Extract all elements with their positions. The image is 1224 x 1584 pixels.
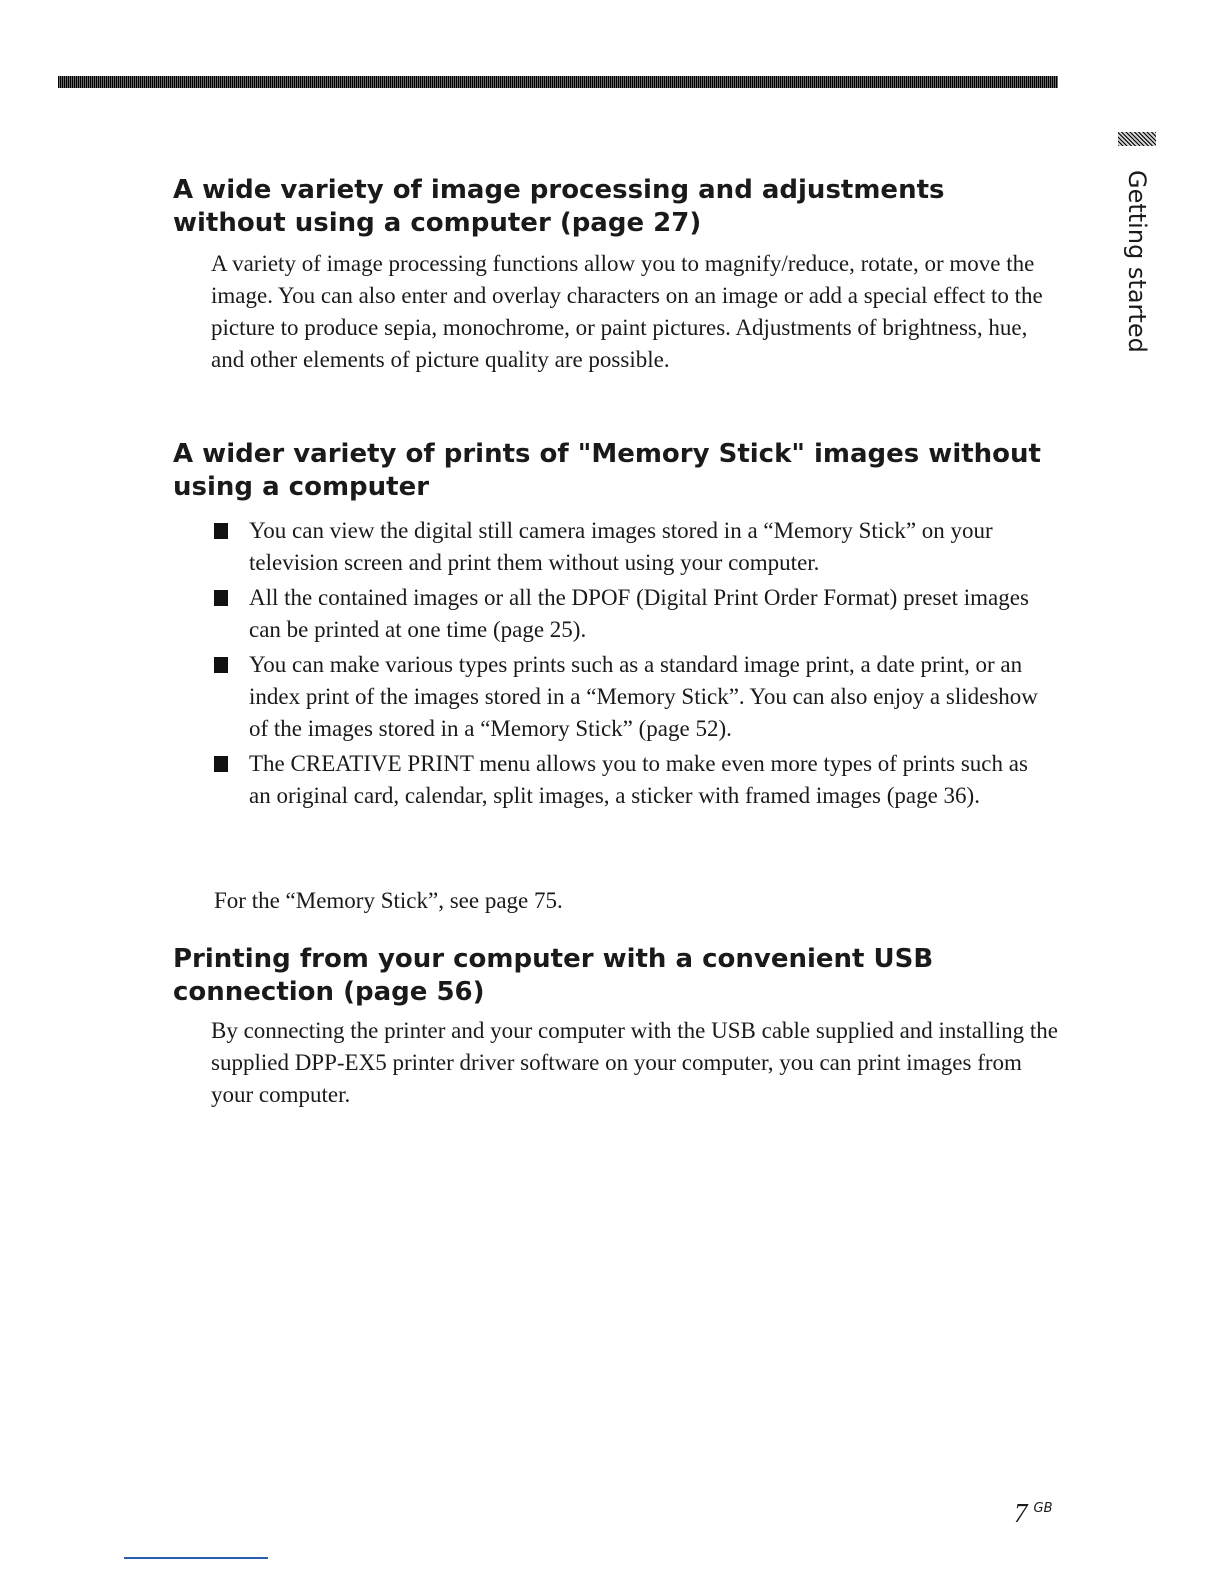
page-number-value: 7 bbox=[1014, 1498, 1028, 1528]
section-heading: A wider variety of prints of "Memory Stick" images without using a computer bbox=[173, 439, 1041, 502]
page-number bbox=[1014, 1494, 1053, 1528]
section-body: A variety of image processing functions allow you to magnify/reduce, rotate, or move the image. You can also enter and overlay characters on an image or add a special effect to the picture to produce sepia, monochrome, or paint pictures. Adjustments of brightness, hue, and other elements of picture quality are possible. bbox=[211, 251, 1043, 372]
section-heading: Printing from your computer with a convenient USB connection (page 56) bbox=[173, 944, 934, 1007]
top-rule bbox=[58, 76, 1058, 88]
list-item-text: All the contained images or all the DPOF (Digital Print Order Format) preset images can be printed at one time (page 25). bbox=[249, 585, 1029, 642]
section-heading: A wide variety of image processing and adjustments without using a computer (page 27) bbox=[173, 175, 945, 238]
bullet-square-icon bbox=[214, 590, 228, 606]
list-item-text: You can view the digital still camera images stored in a “Memory Stick” on your television screen and print them without using your computer. bbox=[249, 518, 993, 575]
bullet-square-icon bbox=[214, 756, 228, 772]
list-item-text: The CREATIVE PRINT menu allows you to make even more types of prints such as an original card, calendar, split images, a sticker with framed images (page 36). bbox=[249, 751, 1028, 808]
bullet-square-icon bbox=[214, 657, 228, 673]
list-item bbox=[214, 748, 1054, 812]
section-note: For the “Memory Stick”, see page 75. bbox=[214, 888, 563, 913]
page-language-suffix: GB bbox=[1033, 1501, 1053, 1516]
bottom-rule bbox=[124, 1557, 268, 1559]
list-item bbox=[214, 649, 1054, 745]
side-tab-label: Getting started bbox=[1123, 170, 1151, 353]
side-tab-marker bbox=[1118, 132, 1156, 146]
list-item bbox=[214, 582, 1054, 646]
feature-bullet-list bbox=[214, 515, 1054, 815]
bullet-square-icon bbox=[214, 523, 228, 539]
list-item-text: You can make various types prints such as a standard image print, a date print, or an index print of the images stored in a “Memory Stick”. You can also enjoy a slideshow of the images stored in a “Memory Stick” (page 52). bbox=[249, 652, 1038, 741]
section-body: By connecting the printer and your computer with the USB cable supplied and installing the supplied DPP-EX5 printer driver software on your computer, you can print images from your computer. bbox=[211, 1018, 1058, 1107]
list-item bbox=[214, 515, 1054, 579]
